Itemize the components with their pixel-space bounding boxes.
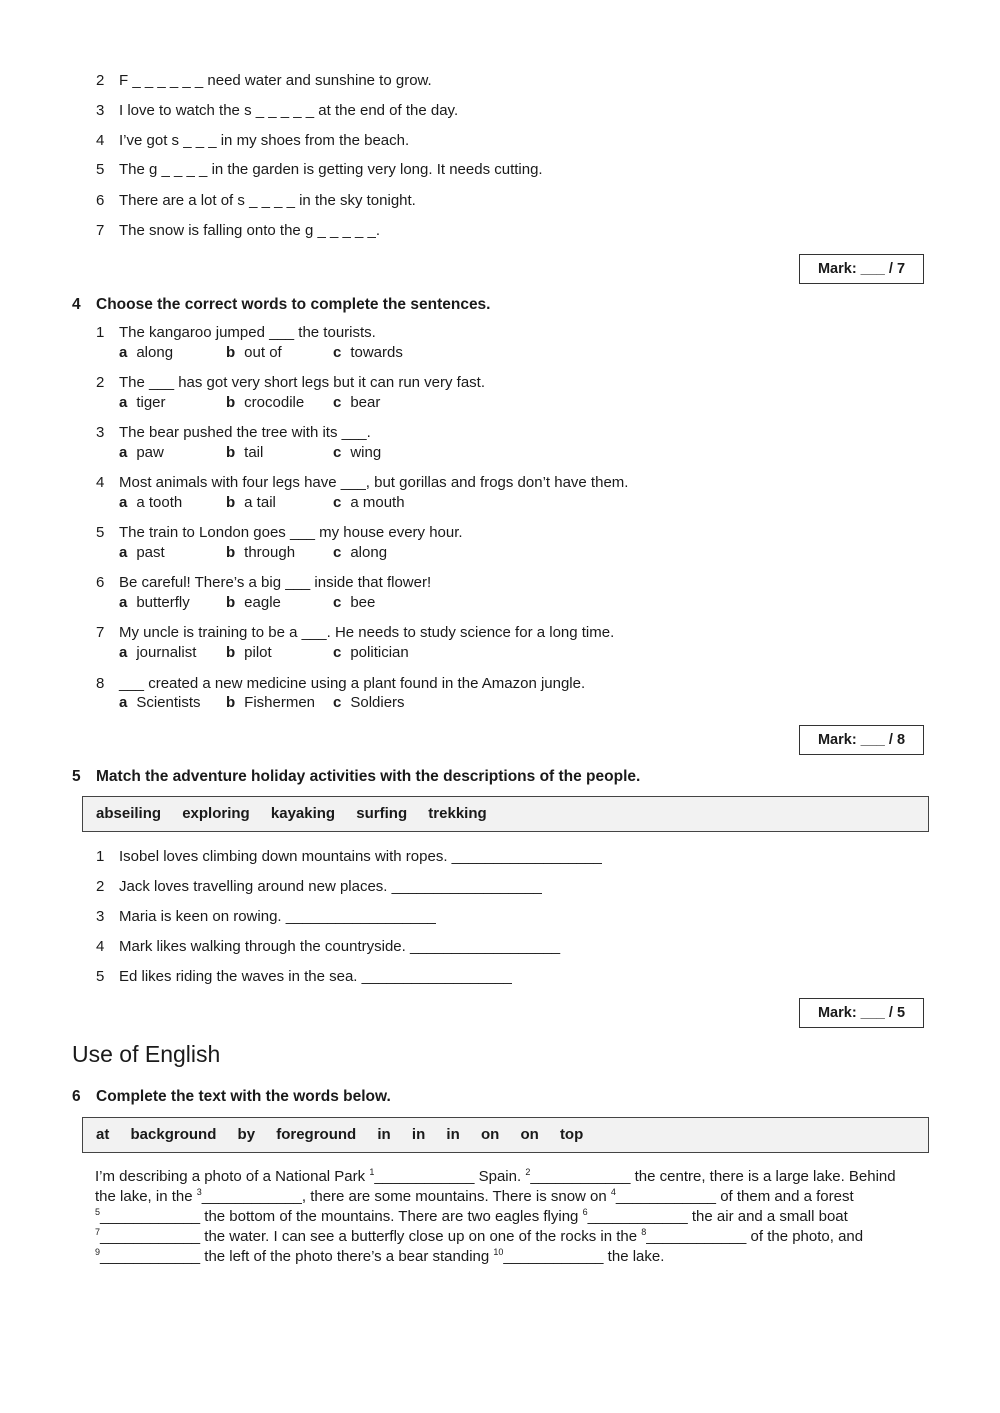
word-option[interactable]: on: [480, 1126, 500, 1143]
option-b[interactable]: b out of: [226, 344, 282, 361]
question-number: 2: [96, 374, 105, 391]
item-number: 2: [96, 878, 105, 895]
item-number: 6: [96, 192, 105, 209]
section-4-heading: [72, 296, 491, 314]
question-number: 1: [96, 324, 105, 341]
blank[interactable]: ____________: [100, 1208, 201, 1225]
option-c[interactable]: c bee: [333, 594, 376, 611]
word-option[interactable]: foreground: [276, 1126, 357, 1143]
option-b[interactable]: b through: [226, 544, 296, 561]
word-box: [82, 1117, 929, 1153]
section-title: Complete the text with the words below.: [96, 1088, 391, 1105]
question-number: 6: [96, 574, 105, 591]
option-b[interactable]: b tail: [226, 444, 264, 461]
word-option[interactable]: on: [520, 1126, 539, 1143]
question-text: Most animals with four legs have ___, but gorillas and frogs don’t have them.: [119, 474, 629, 491]
option-c[interactable]: c a mouth: [333, 494, 405, 511]
item-number: 3: [96, 908, 105, 925]
option-c[interactable]: c politician: [333, 644, 409, 661]
section-6-heading: [72, 1088, 391, 1106]
gap-fill-text: I’m describing a photo of a National Park $^1$____________ Spain. $^2$____________ the centre, there is a large lake. Behind the lake, in the $^3$____________, there are some mountains. There is snow on $^4$____________ of them and a forest $^5$____________ the bottom of the mountains. There are two eagles flying $^6$____________ the air and a small boat $^7$____________ the water. I can see a butterfly close up on one of the rocks in the $^8$____________ of the photo, and $^9$____________ the left of the photo there’s a bear standing $^{10}$____________ the lake.: [95, 1167, 896, 1265]
word-option[interactable]: in: [377, 1126, 391, 1143]
option-a[interactable]: a paw: [119, 444, 164, 461]
item-number: 2: [96, 72, 105, 89]
question-number: 4: [96, 474, 105, 491]
question-text: The bear pushed the tree with its ___.: [119, 424, 371, 441]
section-number: 4: [72, 296, 81, 313]
item-text: I’ve got s _ _ _ in my shoes from the beach.: [119, 132, 410, 149]
item-number: 4: [96, 132, 105, 149]
option-c[interactable]: c towards: [333, 344, 403, 361]
question-text: My uncle is training to be a ___. He needs to study science for a long time.: [119, 624, 615, 641]
blank[interactable]: ____________: [100, 1248, 201, 1265]
option-a[interactable]: a a tooth: [119, 494, 183, 511]
item-number: 4: [96, 938, 105, 955]
question-text: The kangaroo jumped ___ the tourists.: [119, 324, 376, 341]
item-text: I love to watch the s _ _ _ _ _ at the end of the day.: [119, 102, 459, 119]
word-option[interactable]: by: [237, 1126, 256, 1143]
option-b[interactable]: b eagle: [226, 594, 281, 611]
blank[interactable]: ____________: [374, 1168, 475, 1185]
option-c[interactable]: c along: [333, 544, 388, 561]
question-number: 7: [96, 624, 105, 641]
mark-box: Mark: ___ / 5: [799, 998, 924, 1028]
word-option[interactable]: kayaking: [270, 805, 336, 822]
question-text: The train to London goes ___ my house every hour.: [119, 524, 463, 541]
item-text: F _ _ _ _ _ _ need water and sunshine to grow.: [119, 72, 432, 89]
mark-box: Mark: ___ / 7: [799, 254, 924, 284]
item-number: 3: [96, 102, 105, 119]
word-option[interactable]: background: [130, 1126, 217, 1143]
option-c[interactable]: c Soldiers: [333, 694, 405, 711]
option-c[interactable]: c bear: [333, 394, 381, 411]
blank[interactable]: ____________: [201, 1188, 302, 1205]
question-number: 5: [96, 524, 105, 541]
option-b[interactable]: b Fishermen: [226, 694, 316, 711]
item-text[interactable]: Ed likes riding the waves in the sea. __________________: [119, 968, 512, 985]
section-title: Choose the correct words to complete the sentences.: [96, 296, 491, 313]
word-option[interactable]: exploring: [182, 805, 250, 822]
item-text: The snow is falling onto the g _ _ _ _ _.: [119, 222, 380, 239]
option-a[interactable]: a butterfly: [119, 594, 190, 611]
option-a[interactable]: a past: [119, 544, 165, 561]
word-option[interactable]: at: [96, 1126, 110, 1143]
word-option[interactable]: in: [446, 1126, 460, 1143]
option-a[interactable]: a along: [119, 344, 174, 361]
blank[interactable]: ____________: [646, 1228, 747, 1245]
mark-box: Mark: ___ / 8: [799, 725, 924, 755]
item-number: 1: [96, 848, 105, 865]
question-text: Be careful! There’s a big ___ inside that flower!: [119, 574, 432, 591]
option-a[interactable]: a tiger: [119, 394, 166, 411]
option-a[interactable]: a journalist: [119, 644, 197, 661]
item-text: The g _ _ _ _ in the garden is getting very long. It needs cutting.: [119, 161, 543, 178]
section-number: 5: [72, 768, 81, 785]
question-number: 8: [96, 675, 105, 692]
blank[interactable]: ____________: [503, 1248, 604, 1265]
item-text[interactable]: Isobel loves climbing down mountains with ropes. __________________: [119, 848, 602, 865]
word-box: [82, 796, 929, 832]
question-text: The ___ has got very short legs but it can run very fast.: [119, 374, 486, 391]
blank[interactable]: ____________: [615, 1188, 717, 1205]
word-option[interactable]: abseiling: [96, 805, 162, 822]
word-option[interactable]: trekking: [428, 805, 487, 822]
option-a[interactable]: a Scientists: [119, 694, 201, 711]
item-number: 5: [96, 968, 105, 985]
item-number: 7: [96, 222, 105, 239]
option-b[interactable]: b a tail: [226, 494, 276, 511]
section-5-heading: [72, 768, 640, 786]
item-text: There are a lot of s _ _ _ _ in the sky tonight.: [119, 192, 416, 209]
blank[interactable]: ____________: [530, 1168, 631, 1185]
section-number: 6: [72, 1088, 81, 1105]
word-option[interactable]: in: [411, 1126, 426, 1143]
item-text[interactable]: Jack loves travelling around new places. __________________: [119, 878, 542, 895]
question-text: ___ created a new medicine using a plant found in the Amazon jungle.: [119, 675, 586, 692]
blank[interactable]: ____________: [587, 1208, 688, 1225]
word-option[interactable]: top: [559, 1126, 584, 1143]
section-title: Match the adventure holiday activities with the descriptions of the people.: [96, 768, 641, 785]
section-heading: Use of English: [72, 1041, 221, 1067]
option-b[interactable]: b crocodile: [226, 394, 305, 411]
option-b[interactable]: b pilot: [226, 644, 272, 661]
question-number: 3: [96, 424, 105, 441]
item-text[interactable]: Maria is keen on rowing. __________________: [119, 908, 436, 925]
blank[interactable]: ____________: [100, 1228, 201, 1245]
option-c[interactable]: c wing: [333, 444, 382, 461]
word-option[interactable]: surfing: [356, 805, 408, 822]
item-text[interactable]: Mark likes walking through the countryside. __________________: [119, 938, 561, 955]
item-number: 5: [96, 161, 105, 178]
